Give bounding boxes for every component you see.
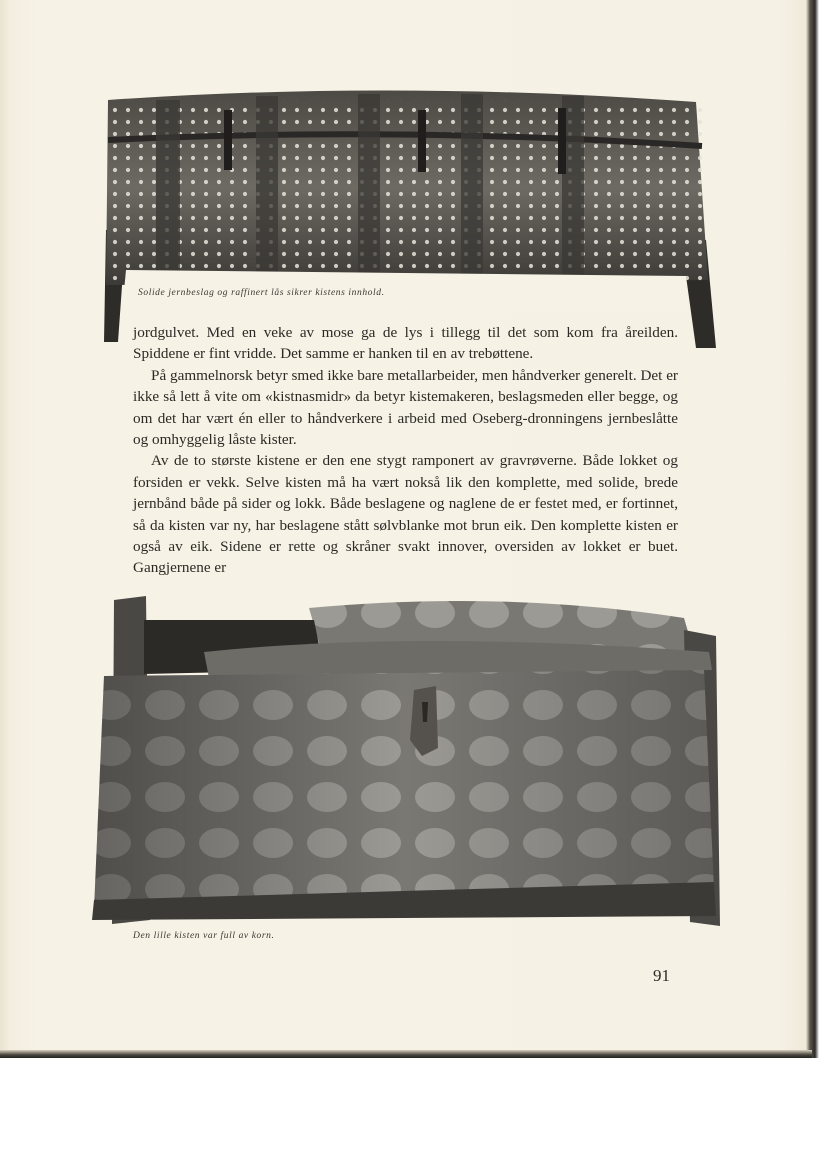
caption-bottom: Den lille kisten var full av korn.: [133, 931, 275, 941]
paragraph-2: På gammelnorsk betyr smed ikke bare metallarbeider, men håndverker generelt. Det er ikke så lett å vite om «kistnasmidr» da betyr kistemakeren, beslagsmeden eller begge, og om det har vært én eller to håndverkere i arbeid med Oseberg-dronningens jernbeslåtte og omhyggelig låste kister.: [133, 366, 678, 449]
body-text: [133, 322, 678, 579]
paragraph-1: jordgulvet. Med en veke av mose ga de lys i tillegg til det som kom fra åreilden. Spiddene er fint vridde. Det samme er hanken til en av trebøttene.: [133, 324, 678, 363]
caption-top: Solide jernbeslag og raffinert lås sikrer kistens innhold.: [138, 288, 385, 298]
paragraph-3: Av de to største kistene er den ene stygt ramponert av gravrøverne. Både lokket og forsiden er vekk. Selve kisten må ha vært nokså lik den komplette, med solide, brede jernbånd både på sider og lokk. Både beslagene og naglene de er festet med, er fortinnet, så da kisten var ny, har beslagene stått sølvblanke mot brun eik. Den komplette kisten er også av eik. Sidene er rette og skråner svakt innover, oversiden av lokket er buet. Gangjernene er: [133, 452, 678, 577]
scan-edge: [0, 1050, 812, 1058]
photo-wooden-chest: [84, 590, 724, 930]
photo-iron-chest: [96, 80, 721, 352]
page-number: 91: [653, 966, 670, 985]
